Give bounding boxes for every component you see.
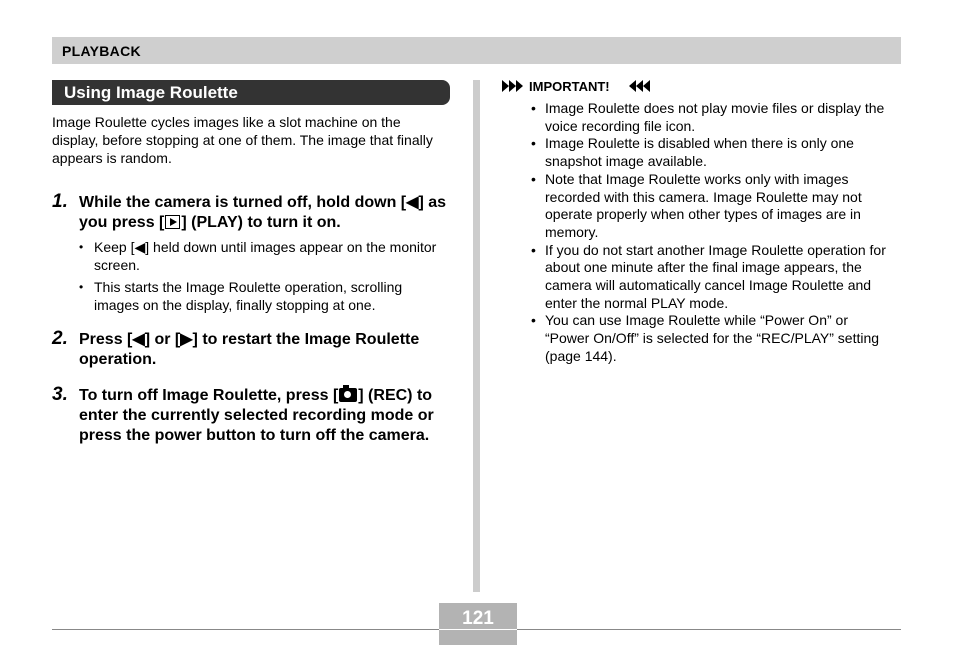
- section-title: Using Image Roulette: [64, 83, 238, 102]
- step-1-notes: [79, 238, 439, 314]
- list-item: • Note that Image Roulette works only with images recorded with this camera. Image Roulette may not operate properly when other types of images are in memory.: [531, 171, 896, 242]
- step-instruction: Press [◀] or [▶] to restart the Image Roulette operation.: [79, 331, 420, 368]
- page-number: 121: [462, 608, 494, 629]
- section-label: PLAYBACK: [62, 43, 141, 59]
- list-item: • This starts the Image Roulette operation, scrolling images on the display, finally stopping at one.: [79, 278, 439, 314]
- step-number: 3.: [52, 384, 68, 405]
- list-item: • You can use Image Roulette while “Power On” or “Power On/Off” is selected for the “REC/PLAY” setting (page 144).: [531, 312, 896, 365]
- column-divider: [473, 80, 480, 592]
- list-item: • Image Roulette is disabled when there is only one snapshot image available.: [531, 135, 896, 170]
- left-arrow-icon: ◀: [134, 239, 146, 255]
- chevrons-right-icon: [502, 80, 523, 92]
- left-arrow-icon: ◀: [132, 331, 145, 348]
- right-arrow-icon: ▶: [180, 331, 193, 348]
- page-number-box: [439, 603, 517, 645]
- list-item: • If you do not start another Image Roulette operation for about one minute after the final image appears, the camera will automatically cancel Image Roulette and enter the normal PLAY mode.: [531, 242, 896, 313]
- list-item: • Keep [◀] held down until images appear on the monitor screen.: [79, 238, 439, 274]
- left-arrow-icon: ◀: [406, 194, 419, 211]
- camera-button-icon: [339, 388, 357, 402]
- step-instruction: To turn off Image Roulette, press [ ] (REC) to enter the currently selected recording mode or press the power button to turn off the camera.: [79, 387, 434, 444]
- header-bar: [52, 37, 901, 64]
- section-title-bar: [52, 80, 450, 105]
- important-list: [531, 100, 896, 366]
- step-instruction: While the camera is turned off, hold down [◀] as you press [ ] (PLAY) to turn it on.: [79, 194, 447, 231]
- step-number: 2.: [52, 328, 68, 349]
- important-label: IMPORTANT!: [529, 79, 610, 94]
- step-number: 1.: [52, 191, 68, 212]
- play-button-icon: [165, 215, 180, 229]
- intro-paragraph: Image Roulette cycles images like a slot machine on the display, before stopping at one of them. The image that finally appears is random.: [52, 114, 433, 166]
- chevrons-left-icon: [629, 80, 650, 92]
- list-item: • Image Roulette does not play movie files or display the voice recording file icon.: [531, 100, 896, 135]
